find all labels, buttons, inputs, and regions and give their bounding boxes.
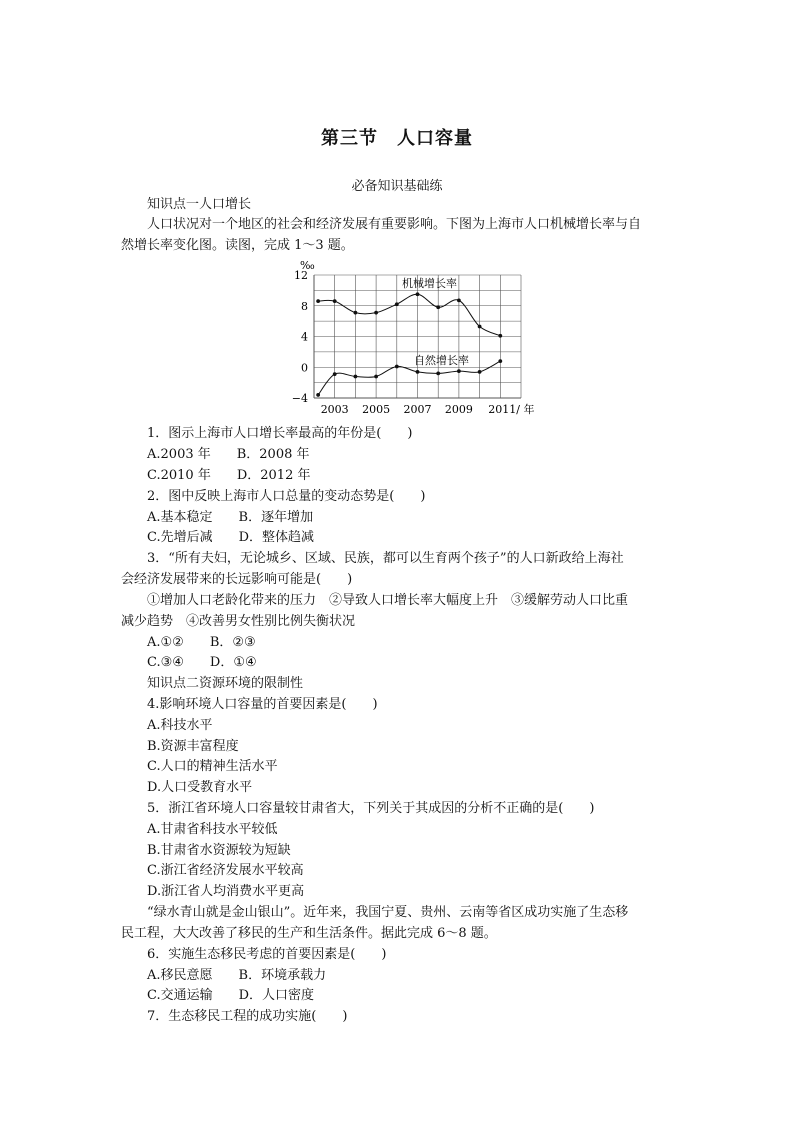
chart-series xyxy=(316,292,502,397)
intro-1-line-1: 人口状况对一个地区的社会和经济发展有重要影响。下图为上海市人口机械增长率与自 xyxy=(147,217,642,232)
question-5-option-c: C.浙江省经济发展水平较高 xyxy=(147,863,304,878)
question-1: 1．图示上海市人口增长率最高的年份是( ) xyxy=(147,426,413,441)
question-4-option-a: A.科技水平 xyxy=(147,718,213,733)
y-tick-label: 4 xyxy=(301,330,308,344)
data-point xyxy=(395,302,399,306)
data-point xyxy=(316,299,320,303)
population-growth-chart xyxy=(280,258,540,418)
question-1-options-cd: C.2010 年 D．2012 年 xyxy=(147,468,311,483)
series-label-mechanical: 机械增长率 xyxy=(402,277,457,290)
knowledge-point-1: 知识点一人口增长 xyxy=(147,197,252,212)
data-point xyxy=(457,369,461,373)
question-3-statements-line-2: 减少趋势 ④改善男女性别比例失衡状况 xyxy=(121,614,356,629)
series-line-0 xyxy=(318,294,500,336)
y-tick-label: −4 xyxy=(291,392,308,405)
y-tick-label: 0 xyxy=(301,361,308,375)
data-point xyxy=(457,298,461,302)
data-point xyxy=(498,334,502,338)
question-2: 2．图中反映上海市人口总量的变动态势是( ) xyxy=(147,489,426,504)
x-tick-label: 2003 xyxy=(320,403,349,416)
question-5-option-b: B.甘肃省水资源较为短缺 xyxy=(147,843,291,858)
series-line-1 xyxy=(318,361,500,395)
page-title: 第三节 人口容量 xyxy=(321,128,473,149)
question-3-line-1: 3．“所有夫妇，无论城乡、区域、民族，都可以生育两个孩子”的人口新政给上海社 xyxy=(147,551,624,566)
data-point xyxy=(333,299,337,303)
question-4-option-c: C.人口的精神生活水平 xyxy=(147,759,278,774)
question-3-line-2: 会经济发展带来的长远影响可能是( ) xyxy=(121,572,353,587)
question-1-options-ab: A.2003 年 B．2008 年 xyxy=(147,447,310,462)
data-point xyxy=(316,393,320,397)
question-3-options-cd: C.③④ D．①④ xyxy=(147,655,257,670)
data-point xyxy=(416,370,420,374)
question-5-option-d: D.浙江省人均消费水平更高 xyxy=(147,884,305,899)
y-tick-labels xyxy=(292,269,308,405)
question-6: 6．实施生态移民考虑的首要因素是( ) xyxy=(147,947,387,962)
data-point xyxy=(374,375,378,379)
data-point xyxy=(333,372,337,376)
knowledge-point-2: 知识点二资源环境的限制性 xyxy=(147,676,304,691)
intro-2-line-2: 民工程，大大改善了移民的生产和生活条件。据此完成 6～8 题。 xyxy=(121,926,497,941)
y-axis-unit: ‰ xyxy=(300,259,315,272)
data-point xyxy=(416,292,420,296)
question-5: 5．浙江省环境人口容量较甘肃省大，下列关于其成因的分析不正确的是( ) xyxy=(147,801,595,816)
data-point xyxy=(478,325,482,329)
data-point xyxy=(354,375,358,379)
question-4-option-b: B.资源丰富程度 xyxy=(147,739,239,754)
data-point xyxy=(436,372,440,376)
question-6-options-ab: A.移民意愿 B．环境承载力 xyxy=(147,968,327,983)
intro-2-line-1: “绿水青山就是金山银山”。近年来，我国宁夏、贵州、云南等省区成功实施了生态移 xyxy=(147,905,629,920)
intro-1-line-2: 然增长率变化图。读图，完成 1～3 题。 xyxy=(121,238,354,253)
question-4: 4.影响环境人口容量的首要因素是( ) xyxy=(147,697,378,712)
y-tick-label: 8 xyxy=(301,299,308,313)
x-tick-label: 2011/ 年 xyxy=(488,403,535,416)
question-6-options-cd: C.交通运输 D．人口密度 xyxy=(147,988,315,1003)
question-3-statements-line-1: ①增加人口老龄化带来的压力 ②导致人口增长率大幅度上升 ③缓解劳动人口比重 xyxy=(147,593,629,608)
question-2-options-ab: A.基本稳定 B．逐年增加 xyxy=(147,510,314,525)
question-2-options-cd: C.先增后减 D．整体趋减 xyxy=(147,530,315,545)
question-7: 7．生态移民工程的成功实施( ) xyxy=(147,1009,348,1024)
data-point xyxy=(498,359,502,363)
series-label-natural: 自然增长率 xyxy=(414,354,469,367)
x-tick-label: 2007 xyxy=(403,403,432,416)
x-tick-labels xyxy=(321,402,535,416)
y-tick-label: 12 xyxy=(294,269,308,282)
question-5-option-a: A.甘肃省科技水平较低 xyxy=(147,822,278,837)
x-tick-label: 2009 xyxy=(444,403,473,416)
section-subtitle: 必备知识基础练 xyxy=(351,179,443,194)
data-point xyxy=(436,305,440,309)
x-tick-label: 2005 xyxy=(362,403,391,416)
data-point xyxy=(354,311,358,315)
question-3-options-ab: A.①② B．②③ xyxy=(147,635,256,650)
data-point xyxy=(374,311,378,315)
question-4-option-d: D.人口受教育水平 xyxy=(147,780,253,795)
data-point xyxy=(395,365,399,369)
data-point xyxy=(478,370,482,374)
